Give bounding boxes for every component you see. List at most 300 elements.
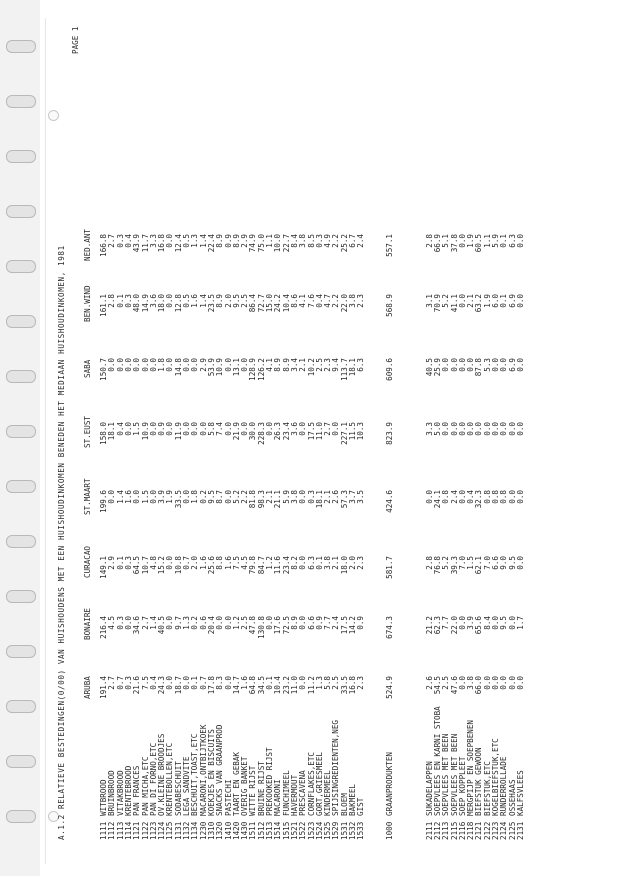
- row-label: SOEPVLEES MET BEEN: [441, 733, 451, 816]
- cell-value: 39.3: [449, 556, 459, 575]
- cell-value: 581.7: [384, 556, 394, 579]
- cell-value: 22.7: [281, 234, 291, 253]
- cell-value: 18.7: [173, 676, 183, 695]
- cell-value: 70.9: [432, 294, 442, 313]
- cell-value: 0.0: [515, 294, 525, 308]
- cell-value: 228.3: [256, 422, 266, 445]
- cell-value: 2.1: [265, 490, 274, 504]
- cell-value: 10.9: [140, 422, 150, 441]
- cell-value: 12.4: [173, 234, 183, 253]
- cell-value: 0.0: [223, 358, 233, 372]
- cell-value: 4.8: [148, 556, 158, 570]
- cell-value: 0.0: [165, 358, 175, 372]
- row-label: SNACKS VAN GRAANPROD: [215, 724, 225, 816]
- cell-value: 1.6: [223, 556, 233, 570]
- cell-value: 0.9: [157, 422, 167, 436]
- cell-value: 23.4: [281, 422, 291, 441]
- cell-value: 2.2: [240, 490, 250, 504]
- cell-value: 34.5: [256, 676, 266, 695]
- cell-value: 0.0: [165, 616, 175, 630]
- cell-value: 7.6: [306, 294, 316, 308]
- cell-value: 5.2: [441, 556, 451, 570]
- row-label: KOGELBIEFSTUK,ETC: [491, 738, 500, 816]
- column-header: SABA: [83, 359, 92, 378]
- cell-value: 1.8: [157, 358, 167, 372]
- cell-value: 7.0: [457, 556, 467, 570]
- cell-value: 0.0: [298, 676, 308, 690]
- cell-value: 0.0: [190, 422, 200, 436]
- column-header: CURACAO: [83, 545, 92, 578]
- cell-value: 0.8: [441, 490, 451, 504]
- cell-value: 60.5: [474, 234, 484, 253]
- cell-value: 524.9: [384, 676, 394, 699]
- row-code: 1430: [240, 821, 250, 840]
- cell-value: 0.0: [215, 616, 225, 630]
- cell-value: 3.5: [356, 490, 366, 504]
- cell-value: 15.0: [265, 294, 274, 313]
- cell-value: 9.5: [499, 616, 509, 630]
- column-header: ST.MAART: [83, 478, 92, 515]
- row-code: 1131: [173, 821, 183, 840]
- cell-value: 2.5: [240, 616, 250, 630]
- table-row: [516, 20, 525, 840]
- cell-value: 2.7: [107, 676, 117, 690]
- cell-value: 37.8: [449, 234, 459, 253]
- cell-value: 5.8: [323, 676, 333, 690]
- cell-value: 0.0: [148, 358, 158, 372]
- cell-value: 11.5: [348, 422, 357, 441]
- cell-value: 0.0: [491, 676, 500, 690]
- cell-value: 0.0: [182, 490, 191, 504]
- cell-value: 0.8: [491, 490, 500, 504]
- column-header: ARUBA: [83, 676, 92, 699]
- cell-value: 5.9: [491, 234, 500, 248]
- cell-value: 8.9: [289, 616, 299, 630]
- row-label: KRENTEBROOD: [123, 765, 133, 816]
- cell-value: 0.3: [314, 234, 324, 248]
- row-label: OV.KLEINE BROODJES: [157, 733, 167, 816]
- cell-value: 1.3: [314, 676, 324, 690]
- cell-value: 0.0: [515, 556, 525, 570]
- cell-value: 2.6: [331, 490, 341, 504]
- row-label: BESCHUIT,TOAST,ETC: [190, 733, 200, 816]
- cell-value: 63.2: [474, 294, 484, 313]
- cell-value: 11.0: [289, 676, 299, 695]
- cell-value: 0.4: [123, 234, 133, 248]
- row-code: 2111: [424, 821, 434, 840]
- row-code: 1420: [231, 821, 241, 840]
- cell-value: 0.3: [306, 490, 316, 504]
- cell-value: 0.0: [265, 616, 274, 630]
- cell-value: 227.1: [339, 422, 349, 445]
- cell-value: 1.9: [482, 294, 492, 308]
- cell-value: 161.1: [99, 294, 108, 317]
- cell-value: 18.0: [339, 556, 349, 575]
- cell-value: 0.0: [482, 676, 492, 690]
- cell-value: 57.3: [339, 490, 349, 509]
- cell-value: 0.0: [466, 422, 476, 436]
- cell-value: 8.8: [215, 556, 225, 570]
- cell-value: 6.0: [491, 294, 500, 308]
- cell-value: 216.4: [99, 616, 108, 639]
- cell-value: 2.1: [466, 294, 476, 308]
- cell-value: 1.5: [132, 422, 142, 436]
- cell-value: 98.3: [256, 490, 266, 509]
- cell-value: 8.2: [289, 556, 299, 570]
- cell-value: 3.8: [289, 490, 299, 504]
- cell-value: 22.0: [339, 294, 349, 313]
- cell-value: 0.0: [507, 422, 517, 436]
- cell-value: 0.0: [499, 358, 509, 372]
- cell-value: 10.8: [173, 556, 183, 575]
- cell-value: 0.0: [165, 422, 175, 436]
- cell-value: 1.6: [198, 556, 208, 570]
- cell-value: 0.0: [507, 676, 517, 690]
- row-label: GORT,GRIESMEEL: [314, 751, 324, 816]
- cell-value: 75.0: [256, 234, 266, 253]
- row-code: 1123: [148, 821, 158, 840]
- cell-value: 3.9: [466, 616, 476, 630]
- cell-value: 0.0: [132, 358, 142, 372]
- row-code: 1410: [223, 821, 233, 840]
- cell-value: 26.3: [273, 422, 283, 441]
- cell-value: 2.9: [240, 234, 250, 248]
- cell-value: 5.0: [432, 422, 442, 436]
- row-label: OVERIG BANKET: [240, 756, 250, 816]
- cell-value: 0.0: [457, 616, 467, 630]
- row-code: 1125: [165, 821, 175, 840]
- cell-value: 0.0: [499, 422, 509, 436]
- row-label: MACARONI,ONTBIJTKOEK: [198, 724, 208, 816]
- cell-value: 5.2: [231, 490, 241, 504]
- row-label: KOEKJES EN BISCUITS: [206, 729, 216, 816]
- cell-value: 24.1: [432, 490, 442, 509]
- cell-value: 674.3: [384, 616, 394, 639]
- cell-value: 0.0: [190, 358, 200, 372]
- cell-value: 2.9: [198, 358, 208, 372]
- cell-value: 5.9: [281, 490, 291, 504]
- cell-value: 2.1: [298, 358, 308, 372]
- cell-value: 1.4: [148, 616, 158, 630]
- cell-value: 0.3: [123, 294, 133, 308]
- cell-value: 0.3: [115, 616, 125, 630]
- cell-value: 8.9: [215, 294, 225, 308]
- table-row: [385, 20, 394, 840]
- row-label: OSSEHAAS: [507, 779, 517, 816]
- cell-value: 41.1: [449, 294, 459, 313]
- cell-value: 0.0: [223, 616, 233, 630]
- cell-value: 10.4: [273, 676, 283, 695]
- cell-value: 568.9: [384, 294, 394, 317]
- cell-value: 0.0: [331, 422, 341, 436]
- cell-value: 2.5: [240, 294, 250, 308]
- cell-value: 0.0: [223, 490, 233, 504]
- cell-value: 0.0: [148, 490, 158, 504]
- binder-ring: [6, 205, 36, 218]
- cell-value: 10.9: [215, 358, 225, 377]
- row-label: PRESCAVENA: [298, 770, 308, 816]
- cell-value: 1.5: [466, 556, 476, 570]
- cell-value: 8.6: [289, 294, 299, 308]
- cell-value: 0.0: [165, 294, 175, 308]
- cell-value: 0.0: [449, 422, 459, 436]
- cell-value: 0.0: [123, 422, 133, 436]
- row-code: 1523: [306, 821, 316, 840]
- cell-value: 0.7: [198, 676, 208, 690]
- cell-value: 0.1: [115, 294, 125, 308]
- cell-value: 0.1: [499, 234, 509, 248]
- cell-value: 2.3: [356, 294, 366, 308]
- cell-value: 0.0: [182, 422, 191, 436]
- row-code: 1533: [356, 821, 366, 840]
- cell-value: 0.1: [499, 294, 509, 308]
- cell-value: 0.0: [115, 358, 125, 372]
- row-code: 1111: [99, 821, 108, 840]
- cell-value: 53.9: [206, 358, 216, 377]
- cell-value: 21.2: [424, 616, 434, 635]
- cell-value: 2.0: [223, 294, 233, 308]
- row-label: TAART EN GEBAK: [231, 751, 241, 816]
- cell-value: 4.5: [107, 616, 117, 630]
- cell-value: 23.4: [281, 556, 291, 575]
- cell-value: 2.3: [356, 676, 366, 690]
- cell-value: 0.0: [424, 490, 434, 504]
- cell-value: 0.3: [115, 234, 125, 248]
- cell-value: 1.2: [265, 556, 274, 570]
- cell-value: 40.5: [424, 358, 434, 377]
- cell-value: 9.5: [206, 490, 216, 504]
- row-code: 1511: [248, 821, 258, 840]
- row-code: 2115: [449, 821, 459, 840]
- cell-value: 8.4: [289, 234, 299, 248]
- cell-value: 8.9: [273, 358, 283, 372]
- cell-value: 0.1: [190, 676, 200, 690]
- cell-value: 0.0: [123, 358, 133, 372]
- table-title: A.1.2 RELATIEVE BESTEDINGEN(0/00) VAN HUISHOUDENS MET EEN HUISHOUDINKOMEN BENEDEN HET MEDIAAN HUISHOUDINKOMEN, 1981: [57, 245, 66, 840]
- cell-value: 17.5: [306, 422, 316, 441]
- cell-value: 2.1: [331, 556, 341, 570]
- row-code: 1525: [323, 821, 333, 840]
- cell-value: 8.4: [482, 616, 492, 630]
- cell-value: 0.0: [298, 422, 308, 436]
- cell-value: 0.0: [240, 422, 250, 436]
- cell-value: 0.0: [457, 422, 467, 436]
- row-code: 2113: [441, 821, 451, 840]
- row-label: KINDERMEEL: [323, 770, 333, 816]
- cell-value: 0.0: [140, 358, 150, 372]
- row-label: BRUINE RIJST: [256, 761, 266, 816]
- cell-value: 33.5: [339, 676, 349, 695]
- cell-value: 0.8: [482, 490, 492, 504]
- row-code: 1230: [198, 821, 208, 840]
- cell-value: 0.0: [223, 422, 233, 436]
- cell-value: 0.1: [314, 556, 324, 570]
- row-label: BAKMEEL: [348, 783, 357, 816]
- cell-value: 24.3: [157, 676, 167, 695]
- cell-value: 0.0: [499, 676, 509, 690]
- row-code: 1513: [265, 821, 274, 840]
- cell-value: 0.0: [107, 490, 117, 504]
- cell-value: 21.9: [231, 422, 241, 441]
- cell-value: 3.9: [157, 490, 167, 504]
- cell-value: 1.7: [515, 616, 525, 630]
- cell-value: 0.0: [223, 676, 233, 690]
- row-label: KRENTEBOLLEN,ETC: [165, 742, 175, 816]
- cell-value: 6.3: [507, 234, 517, 248]
- row-label: PAN MICHA,ETC: [140, 756, 150, 816]
- column-header: ST.EUST: [83, 415, 92, 448]
- cell-value: 1.4: [115, 490, 125, 504]
- cell-value: 14.7: [231, 676, 241, 695]
- cell-value: 130.8: [256, 616, 266, 639]
- row-code: 2121: [474, 821, 484, 840]
- row-code: 2125: [507, 821, 517, 840]
- cell-value: 43.9: [132, 234, 142, 253]
- cell-value: 6.7: [348, 234, 357, 248]
- cell-value: 0.7: [115, 676, 125, 690]
- cell-value: 0.4: [466, 490, 476, 504]
- cell-value: 87.8: [474, 358, 484, 377]
- cell-value: 30.0: [248, 422, 258, 441]
- binder-ring: [6, 95, 36, 108]
- cell-value: 0.0: [457, 294, 467, 308]
- cell-value: 48.0: [132, 294, 142, 313]
- cell-value: 0.0: [457, 490, 467, 504]
- cell-value: 0.0: [441, 422, 451, 436]
- cell-value: 14.2: [348, 616, 357, 635]
- cell-value: 0.9: [223, 234, 233, 248]
- cell-value: 6.9: [507, 358, 517, 372]
- cell-value: 25.9: [432, 358, 442, 377]
- cell-value: 3.6: [289, 422, 299, 436]
- row-label: SPIJSINGREDIENTEN,NEG: [331, 719, 341, 816]
- cell-value: 113.7: [339, 358, 349, 381]
- cell-value: 2.9: [107, 556, 117, 570]
- cell-value: 23.5: [206, 294, 216, 313]
- cell-value: 9.5: [231, 294, 241, 308]
- cell-value: 0.0: [491, 616, 500, 630]
- cell-value: 65.6: [474, 616, 484, 635]
- cell-value: 1.2: [231, 616, 241, 630]
- cell-value: 158.0: [99, 422, 108, 445]
- cell-value: 0.0: [441, 358, 451, 372]
- column-header: BONAIRE: [83, 607, 92, 640]
- cell-value: 17.8: [206, 676, 216, 695]
- column-header: BEN.WIND: [83, 285, 92, 322]
- cell-value: 10.4: [281, 294, 291, 313]
- cell-value: 21.1: [273, 490, 283, 509]
- cell-value: 0.0: [457, 676, 467, 690]
- cell-value: 86.4: [248, 294, 258, 313]
- cell-value: 4.5: [240, 556, 250, 570]
- cell-value: 81.8: [248, 490, 258, 509]
- cell-value: 2.4: [449, 490, 459, 504]
- cell-value: 2.4: [356, 234, 366, 248]
- cell-value: 1.6: [123, 490, 133, 504]
- binder-ring: [6, 370, 36, 383]
- row-label: SUKADELAPPEN: [424, 761, 434, 816]
- cell-value: 1.4: [198, 294, 208, 308]
- cell-value: 1.4: [198, 234, 208, 248]
- cell-value: 40.5: [157, 616, 167, 635]
- cell-value: 557.1: [384, 234, 394, 257]
- cell-value: 0.0: [474, 422, 484, 436]
- row-label: RUNDERROLLADE: [499, 756, 509, 816]
- cell-value: 0.0: [165, 234, 175, 248]
- cell-value: 1.8: [190, 490, 200, 504]
- cell-value: 47.6: [449, 676, 459, 695]
- binder-ring: [6, 700, 36, 713]
- binder-ring: [6, 150, 36, 163]
- cell-value: 24.2: [273, 294, 283, 313]
- binder-ring: [6, 755, 36, 768]
- cell-value: 11.9: [173, 422, 183, 441]
- cell-value: 9.0: [499, 556, 509, 570]
- row-label: HAVERMOUT: [289, 774, 299, 816]
- cell-value: 1.5: [140, 490, 150, 504]
- cell-value: 16.8: [348, 676, 357, 695]
- cell-value: 0.0: [123, 616, 133, 630]
- cell-value: 6.9: [507, 294, 517, 308]
- cell-value: 9.4: [331, 358, 341, 372]
- cell-value: 0.0: [491, 422, 500, 436]
- binder-ring: [6, 260, 36, 273]
- cell-value: 6.6: [306, 616, 316, 630]
- cell-value: 3.4: [289, 358, 299, 372]
- cell-value: 126.2: [256, 358, 266, 381]
- cell-value: 20.4: [206, 616, 216, 635]
- cell-value: 66.0: [474, 676, 484, 695]
- page-number: PAGE 1: [71, 26, 80, 54]
- row-code: 1121: [132, 821, 142, 840]
- row-label: MACARONI: [273, 779, 283, 816]
- cell-value: 3.8: [298, 234, 308, 248]
- cell-value: 62.3: [432, 616, 442, 635]
- cell-value: 0.5: [182, 234, 191, 248]
- row-code: 1529: [331, 821, 341, 840]
- row-code: 1114: [123, 821, 133, 840]
- row-code: 2124: [499, 821, 509, 840]
- cell-value: 2.8: [424, 556, 434, 570]
- row-label: BIEFSTUK GEWOON: [474, 747, 484, 816]
- cell-value: 1.3: [182, 616, 191, 630]
- cell-value: 0.2: [190, 616, 200, 630]
- cell-value: 22.0: [449, 616, 459, 635]
- cell-value: 1.1: [482, 234, 492, 248]
- row-label: FUNCHIMEEL: [281, 770, 291, 816]
- cell-value: 1.1: [265, 234, 274, 248]
- cell-value: 424.6: [384, 490, 394, 513]
- cell-value: 0.8: [499, 490, 509, 504]
- cell-value: 18.0: [157, 294, 167, 313]
- binder-ring: [6, 645, 36, 658]
- cell-value: 2.4: [331, 616, 341, 630]
- row-label: SODABESCHUIT: [173, 761, 183, 816]
- cell-value: 0.2: [198, 490, 208, 504]
- cell-value: 0.3: [123, 556, 133, 570]
- cell-value: 2.5: [441, 676, 451, 690]
- row-code: 1310: [206, 821, 216, 840]
- cell-value: 0.0: [298, 616, 308, 630]
- cell-value: 0.4: [314, 294, 324, 308]
- cell-value: 13.1: [231, 358, 241, 377]
- binder-ring: [6, 810, 36, 823]
- row-label: VITAKBROOD: [115, 770, 125, 816]
- row-code: 2123: [491, 821, 500, 840]
- cell-value: 2.5: [331, 676, 341, 690]
- cell-value: 0.0: [507, 490, 517, 504]
- cell-value: 4.9: [323, 234, 333, 248]
